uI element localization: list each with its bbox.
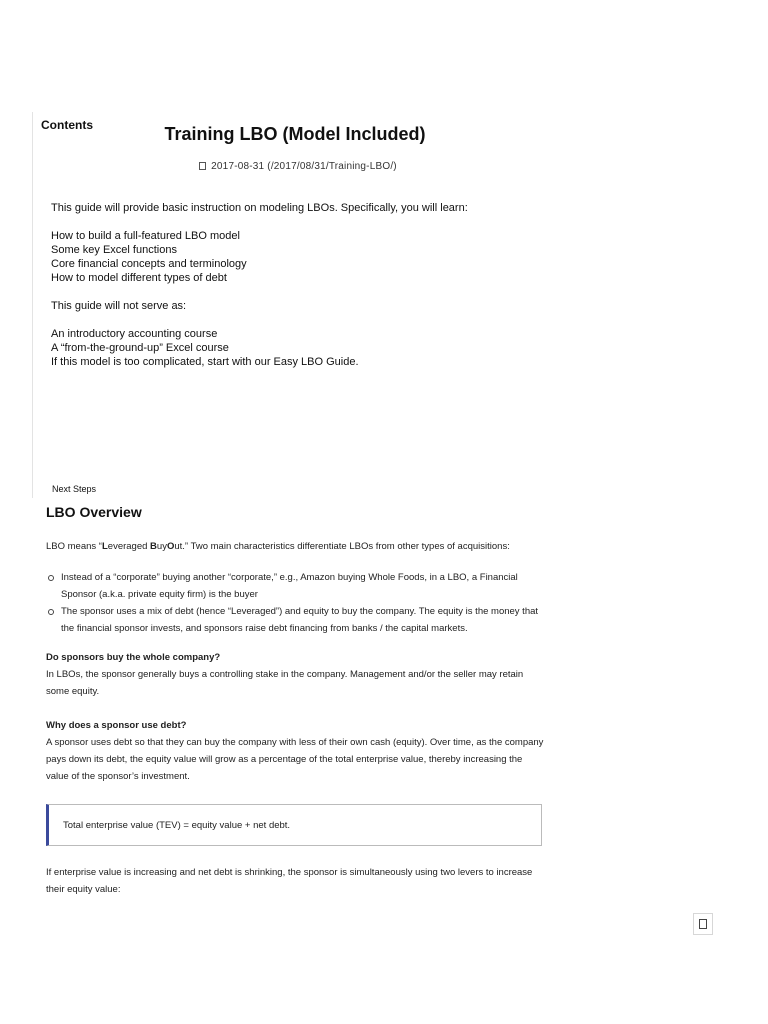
learn-item: Some key Excel functions: [51, 244, 177, 256]
list-item: Instead of a “corporate” buying another “corporate,” e.g., Amazon buying Whole Foods, in a LBO, a Financial Sponsor (a.k.a. private equity firm) is the buyer: [60, 569, 546, 603]
calendar-icon: [199, 162, 206, 170]
scroll-to-top-button[interactable]: [693, 913, 713, 935]
formula-callout: [46, 804, 542, 846]
page-title: Training LBO (Model Included): [164, 124, 426, 144]
not-item: An introductory accounting course: [51, 328, 218, 340]
answer-paragraph: A sponsor uses debt so that they can buy the company with less of their own cash (equity). Over time, as the company pays down its debt, the equity value will grow as a percentage of the total enterprise value, thereby increasing the value of the sponsor’s investment.: [46, 737, 544, 782]
list-item: The sponsor uses a mix of debt (hence “Leveraged”) and equity to buy the company. The equity is the money that the financial sponsor invests, and sponsors raise debt financing from banks / the capital markets.: [60, 603, 546, 637]
learn-item: How to build a full-featured LBO model: [51, 230, 240, 242]
contents-label[interactable]: Contents: [41, 118, 93, 132]
section-heading: LBO Overview: [46, 504, 142, 520]
not-item: A “from-the-ground-up” Excel course: [51, 342, 229, 354]
not-serve-lead: This guide will not serve as:: [51, 300, 187, 312]
easy-lbo-guide-note[interactable]: If this model is too complicated, start with our Easy LBO Guide.: [51, 356, 359, 368]
closing-paragraph: If enterprise value is increasing and net debt is shrinking, the sponsor is simultaneously using two levers to increase their equity value:: [46, 867, 533, 895]
question-heading: Do sponsors buy the whole company?: [46, 652, 221, 663]
next-steps-link[interactable]: Next Steps: [52, 484, 97, 494]
learn-item: How to model different types of debt: [51, 272, 227, 284]
question-heading: Why does a sponsor use debt?: [46, 720, 187, 731]
intro-section: [51, 201, 468, 369]
post-date[interactable]: [0, 161, 596, 172]
intro-lead: This guide will provide basic instruction on modeling LBOs. Specifically, you will learn:: [51, 202, 468, 214]
answer-paragraph: In LBOs, the sponsor generally buys a controlling stake in the company. Management and/or the seller may retain some equity.: [46, 669, 524, 697]
article-body: [46, 538, 546, 898]
post-date-text: 2017-08-31 (/2017/08/31/Training-LBO/): [211, 161, 397, 172]
callout-text: Total enterprise value (TEV) = equity value + net debt.: [63, 819, 291, 831]
learn-item: Core financial concepts and terminology: [51, 258, 247, 270]
scroll-to-top-icon: [699, 919, 707, 929]
lbo-definition: LBO means “Leveraged BuyOut.” Two main characteristics differentiate LBOs from other types of acquisitions:: [46, 541, 510, 552]
characteristics-list: [46, 569, 546, 637]
